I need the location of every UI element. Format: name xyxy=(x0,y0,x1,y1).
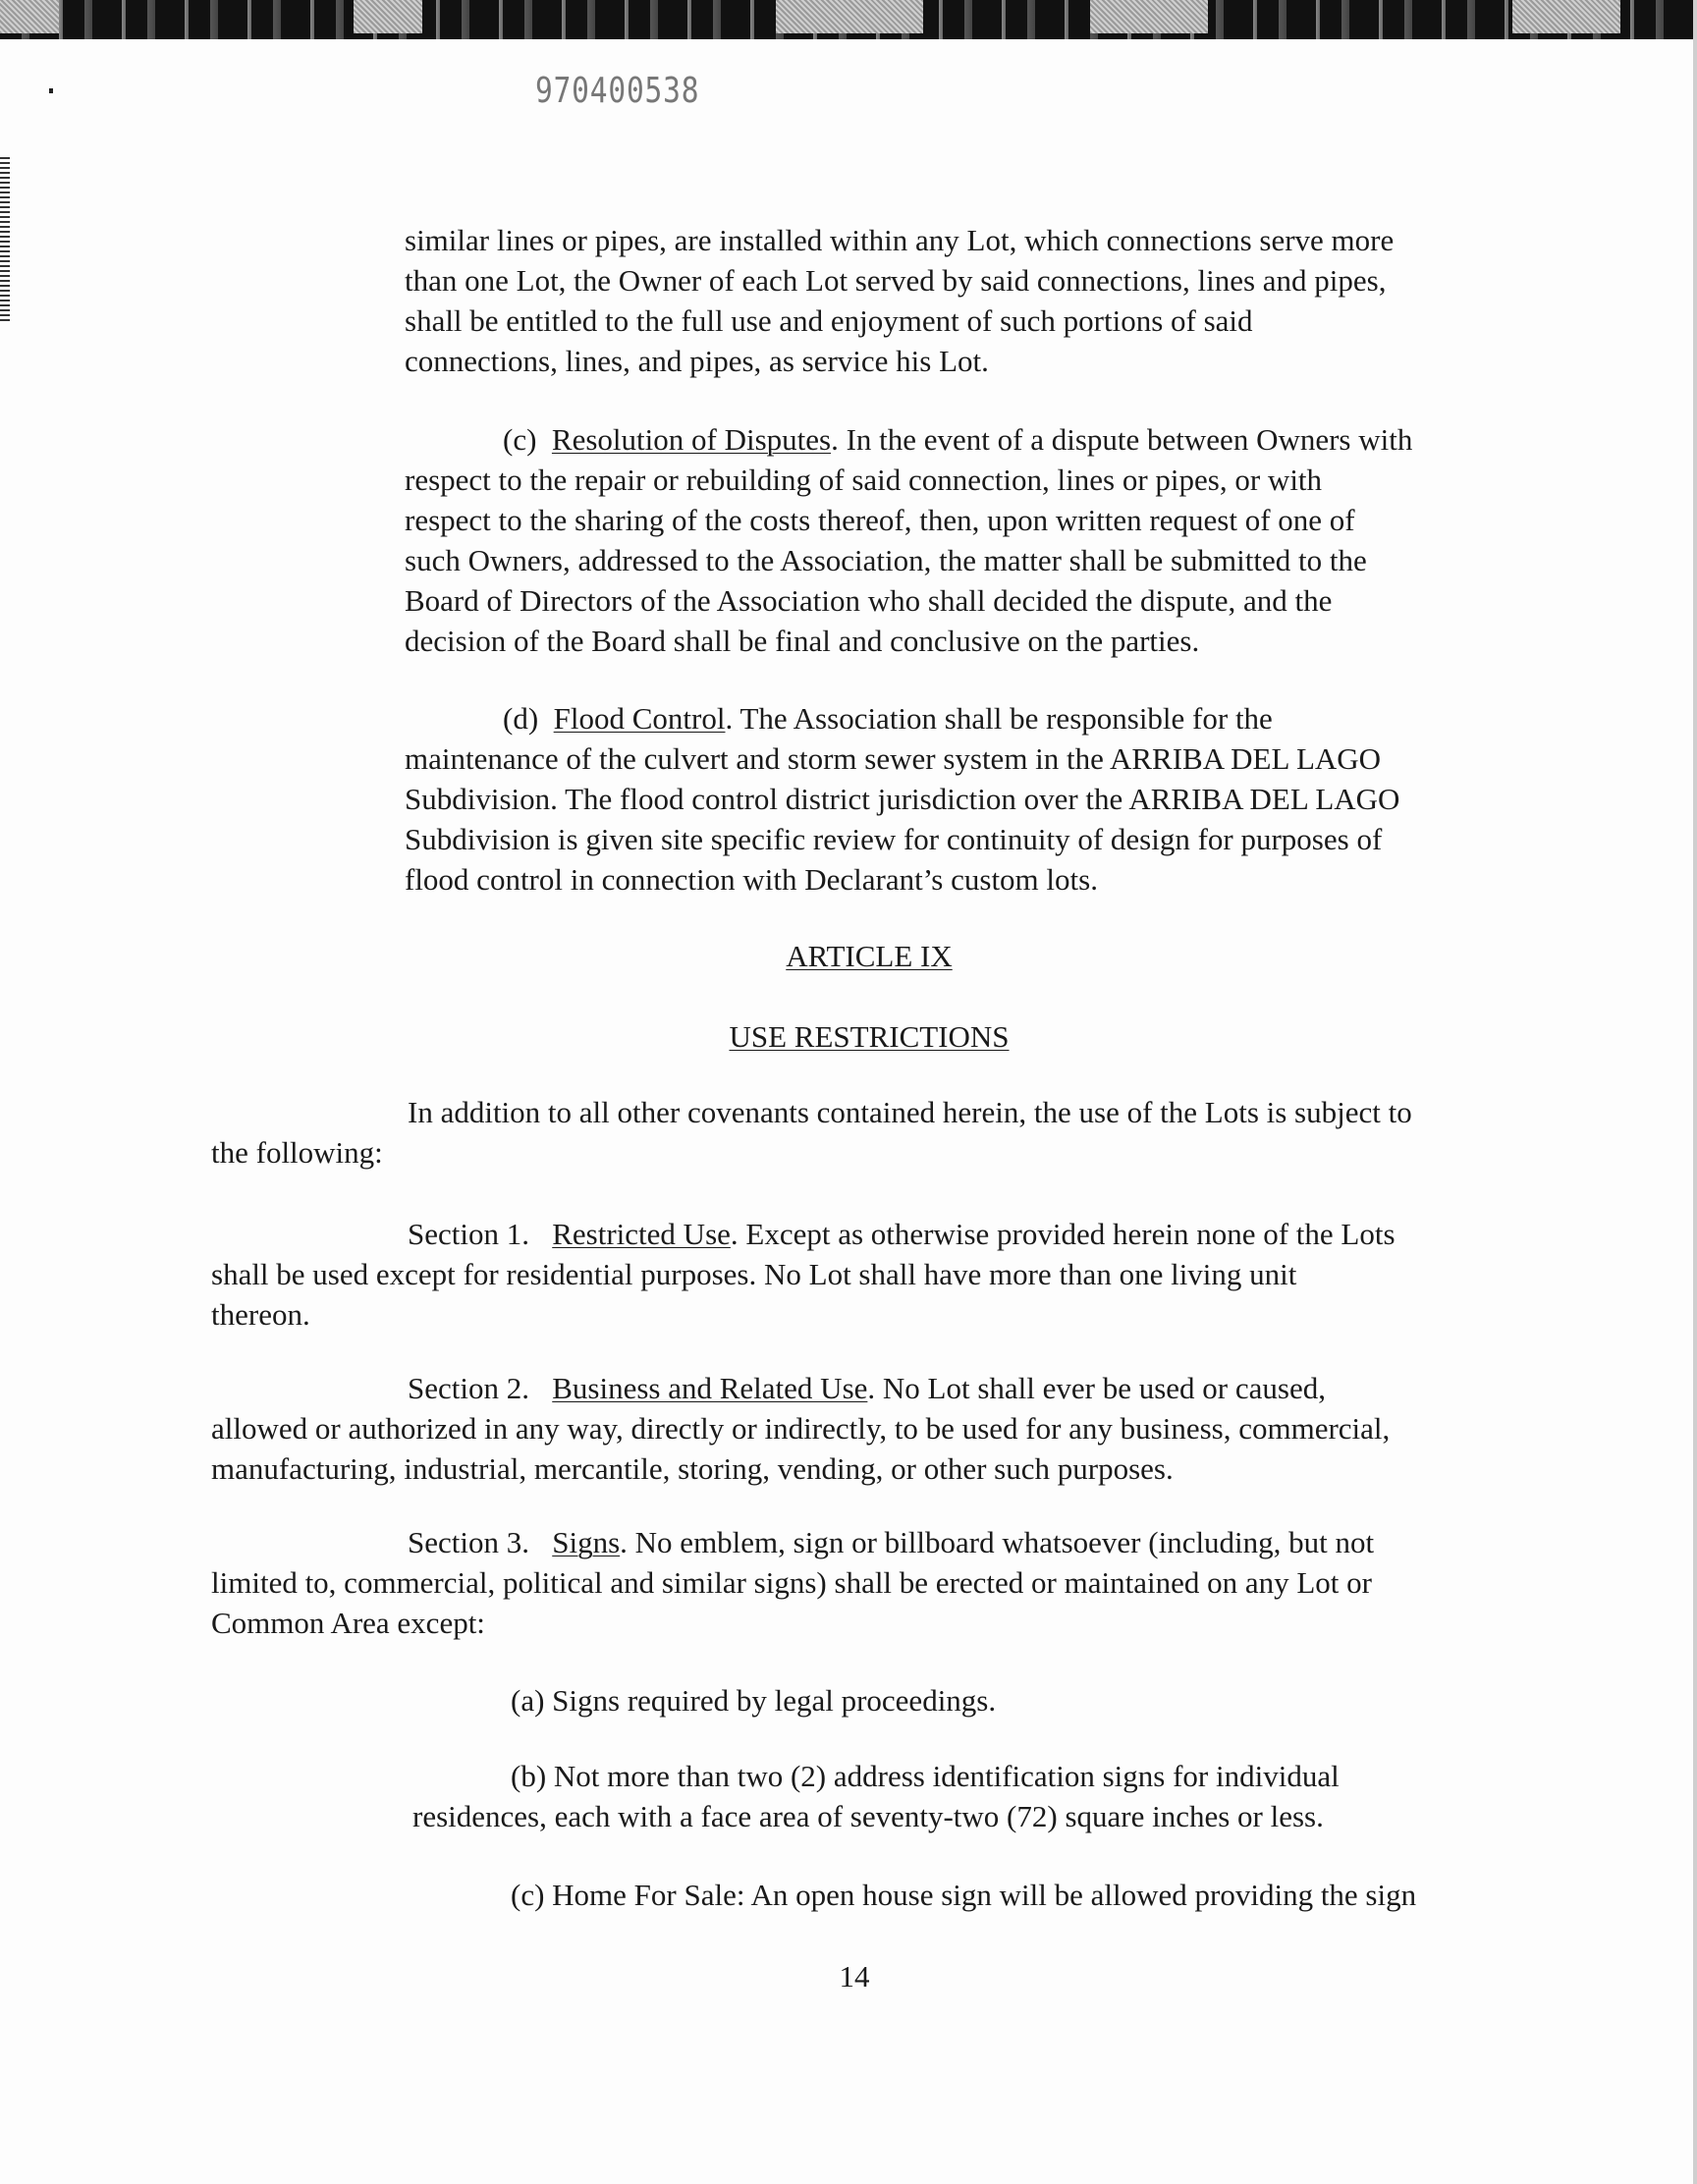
text-line xyxy=(405,698,1399,738)
text-line: respect to the sharing of the costs thereof, then, upon written request of one of xyxy=(405,503,1355,537)
text-line: allowed or authorized in any way, directly or indirectly, to be used for any business, commercial, xyxy=(211,1411,1391,1446)
page-number: 14 xyxy=(839,1959,870,1993)
text-line: similar lines or pipes, are installed within any Lot, which connections serve more xyxy=(405,223,1395,257)
text-line: maintenance of the culvert and storm sewer system in the ARRIBA DEL LAGO xyxy=(405,741,1382,776)
text-line: connections, lines, and pipes, as service his Lot. xyxy=(405,344,989,378)
text-run: . No Lot shall ever be used or caused, xyxy=(867,1371,1326,1405)
section-label: Section 3. xyxy=(408,1525,529,1559)
section-3-signs xyxy=(211,1522,1374,1643)
text-line xyxy=(211,1368,1390,1408)
binding-marks xyxy=(0,157,10,324)
list-item-a: (a) Signs required by legal proceedings. xyxy=(511,1683,997,1718)
text-line xyxy=(211,1522,1374,1562)
scan-noise xyxy=(1090,0,1208,33)
section-2-business-use xyxy=(211,1368,1390,1489)
intro-paragraph xyxy=(211,1092,1412,1173)
scan-artifact-band xyxy=(0,0,1697,39)
section-1-restricted-use xyxy=(211,1214,1396,1335)
text-line: manufacturing, industrial, mercantile, storing, vending, or other such purposes. xyxy=(211,1451,1174,1486)
section-label: Section 2. xyxy=(408,1371,529,1405)
paragraph-label: (d) xyxy=(503,701,539,736)
text-line: shall be entitled to the full use and enjoyment of such portions of said xyxy=(405,303,1253,338)
text-line xyxy=(211,1214,1396,1254)
text-run: . No emblem, sign or billboard whatsoever (including, but not xyxy=(620,1525,1375,1559)
text-line xyxy=(405,419,1412,460)
text-line: such Owners, addressed to the Association, the matter shall be submitted to the xyxy=(405,543,1367,577)
section-label: Section 1. xyxy=(408,1217,529,1251)
text-line: Common Area except: xyxy=(211,1606,485,1640)
paragraph-label: (c) xyxy=(503,422,537,457)
text-line: Subdivision. The flood control district jurisdiction over the ARRIBA DEL LAGO xyxy=(405,782,1400,816)
section-title: Signs xyxy=(552,1525,621,1559)
text-line: than one Lot, the Owner of each Lot served by said connections, lines and pipes, xyxy=(405,263,1387,298)
page-edge xyxy=(1693,0,1697,2184)
paragraph-title: Resolution of Disputes xyxy=(551,422,832,457)
list-item-b xyxy=(412,1756,1340,1836)
list-item-c: (c) Home For Sale: An open house sign will be allowed providing the sign xyxy=(511,1878,1417,1912)
text-line: Subdivision is given site specific review for continuity of design for purposes of xyxy=(405,822,1383,856)
scan-noise xyxy=(354,0,422,33)
text-line: limited to, commercial, political and similar signs) shall be erected or maintained on any Lot or xyxy=(211,1565,1372,1600)
paragraph-c-resolution-of-disputes xyxy=(405,419,1412,661)
text-line: decision of the Board shall be final and conclusive on the parties. xyxy=(405,624,1200,658)
scan-noise xyxy=(776,0,923,33)
section-title: Restricted Use xyxy=(552,1217,731,1251)
scan-speck xyxy=(49,88,53,93)
document-stamp-number: 970400538 xyxy=(535,71,700,111)
scan-noise xyxy=(0,0,59,33)
section-title: Business and Related Use xyxy=(552,1371,868,1405)
text-run: . Except as otherwise provided herein none of the Lots xyxy=(730,1217,1396,1251)
text-line: respect to the repair or rebuilding of said connection, lines or pipes, or with xyxy=(405,463,1323,497)
text-run: . The Association shall be responsible for the xyxy=(725,701,1273,736)
article-heading: ARTICLE IX xyxy=(786,939,953,973)
text-line: flood control in connection with Declarant’s custom lots. xyxy=(405,862,1098,897)
text-run: . In the event of a dispute between Owners with xyxy=(831,422,1413,457)
text-line: shall be used except for residential purposes. No Lot shall have more than one living unit xyxy=(211,1257,1297,1291)
continuation-paragraph xyxy=(405,220,1394,381)
text-line: In addition to all other covenants contained herein, the use of the Lots is subject to xyxy=(408,1095,1412,1129)
paragraph-title: Flood Control xyxy=(553,701,726,736)
text-line: residences, each with a face area of seventy-two (72) square inches or less. xyxy=(412,1799,1324,1833)
text-line: the following: xyxy=(211,1135,383,1170)
text-line: (b) Not more than two (2) address identification signs for individual xyxy=(511,1759,1340,1793)
text-line: thereon. xyxy=(211,1297,310,1332)
scan-noise xyxy=(1512,0,1620,33)
paragraph-d-flood-control xyxy=(405,698,1399,900)
article-title: USE RESTRICTIONS xyxy=(729,1019,1010,1054)
text-line: Board of Directors of the Association who shall decided the dispute, and the xyxy=(405,583,1333,618)
